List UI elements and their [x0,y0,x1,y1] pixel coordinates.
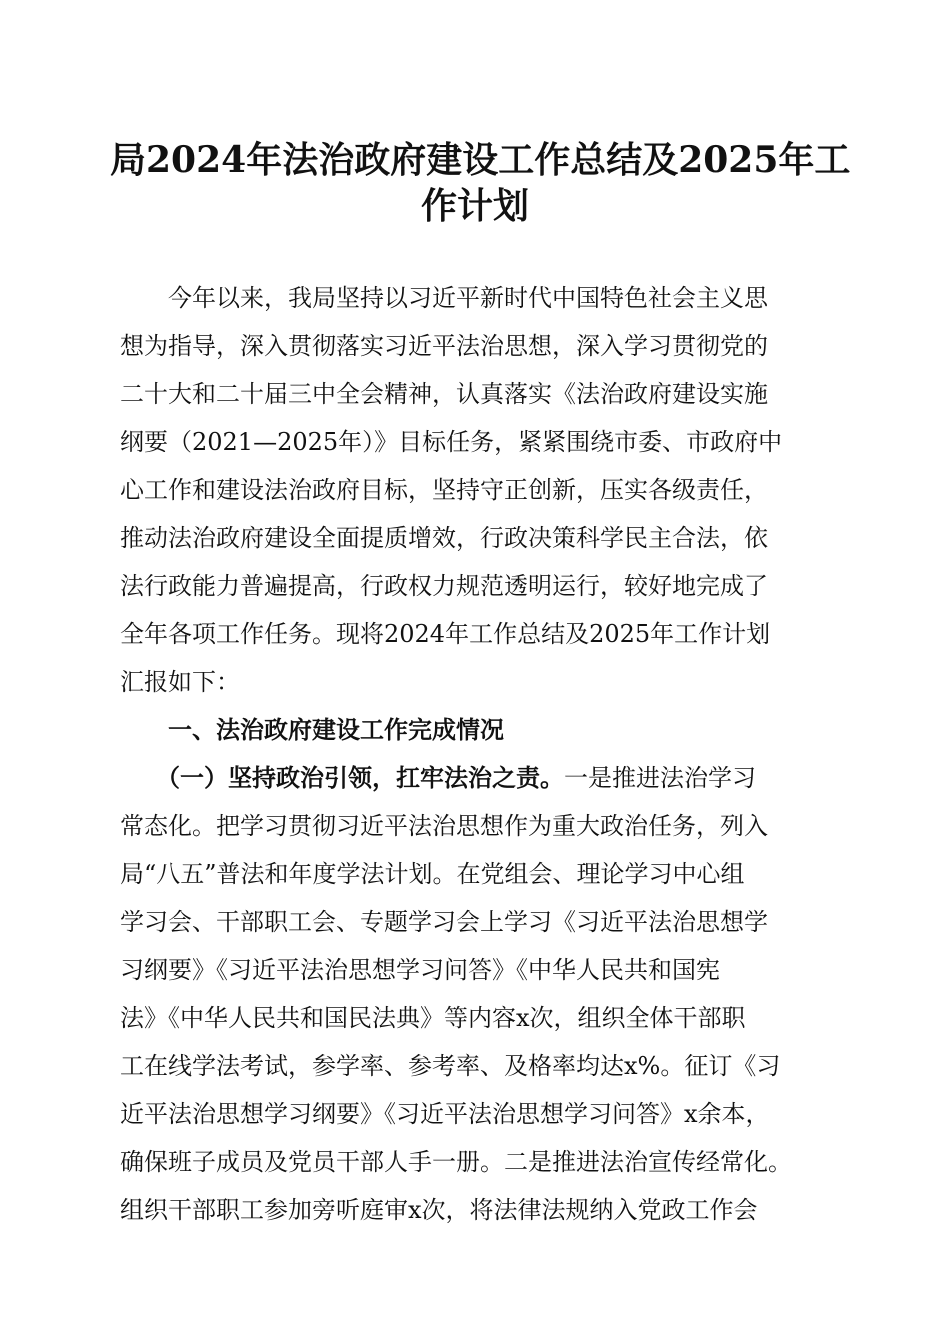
section-heading: 一、法治政府建设工作完成情况 [120,716,504,744]
subsection-paragraph-line: 确保班子成员及党员干部人手一册。二是推进法治宣传经常化。 [120,1148,792,1176]
intro-paragraph-line: 二十大和二十届三中全会精神，认真落实《法治政府建设实施 [120,380,768,408]
subsection-first-line [120,754,840,802]
intro-paragraph-line: 全年各项工作任务。现将2024年工作总结及2025年工作计划 [120,620,771,648]
subsection-paragraph-line: 局“八五”普法和年度学法计划。在党组会、理论学习中心组 [120,860,745,888]
subsection-paragraph-line: 学习会、干部职工会、专题学习会上学习《习近平法治思想学 [120,908,768,936]
intro-paragraph-line: 今年以来，我局坚持以习近平新时代中国特色社会主义思 [120,284,768,312]
intro-paragraph-line: 想为指导，深入贯彻落实习近平法治思想，深入学习贯彻党的 [120,332,768,360]
subsection-line-rest: 一是推进法治学习 [564,764,756,792]
subsection-paragraph-line: 组织干部职工参加旁听庭审x次，将法律法规纳入党政工作会 [120,1196,758,1224]
intro-paragraph-line: 汇报如下： [120,668,240,696]
subsection-paragraph-line: 近平法治思想学习纲要》《习近平法治思想学习问答》x余本， [120,1100,770,1128]
intro-paragraph-line: 法行政能力普遍提高，行政权力规范透明运行，较好地完成了 [120,572,768,600]
subsection-paragraph-line: 习纲要》《习近平法治思想学习问答》《中华人民共和国宪 [120,956,720,984]
document-title-line-1: 局2024年法治政府建设工作总结及2025年工 [110,139,851,181]
document-body [120,274,840,1234]
intro-paragraph-line: 推动法治政府建设全面提质增效，行政决策科学民主合法，依 [120,524,768,552]
intro-paragraph-line: 纲要（2021—2025年）》目标任务，紧紧围绕市委、市政府中 [120,428,783,456]
intro-paragraph-line: 心工作和建设法治政府目标，坚持守正创新，压实各级责任， [120,476,768,504]
subsection-title: （一）坚持政治引领，扛牢法治之责。 [120,763,564,792]
document-title-line-2: 作计划 [420,185,529,227]
subsection-paragraph-line: 工在线学法考试，参学率、参考率、及格率均达x%。征订《习 [120,1052,781,1080]
subsection-paragraph-line: 法》《中华人民共和国民法典》等内容x次，组织全体干部职 [120,1004,746,1032]
subsection-paragraph-line: 常态化。把学习贯彻习近平法治思想作为重大政治任务，列入 [120,812,768,840]
